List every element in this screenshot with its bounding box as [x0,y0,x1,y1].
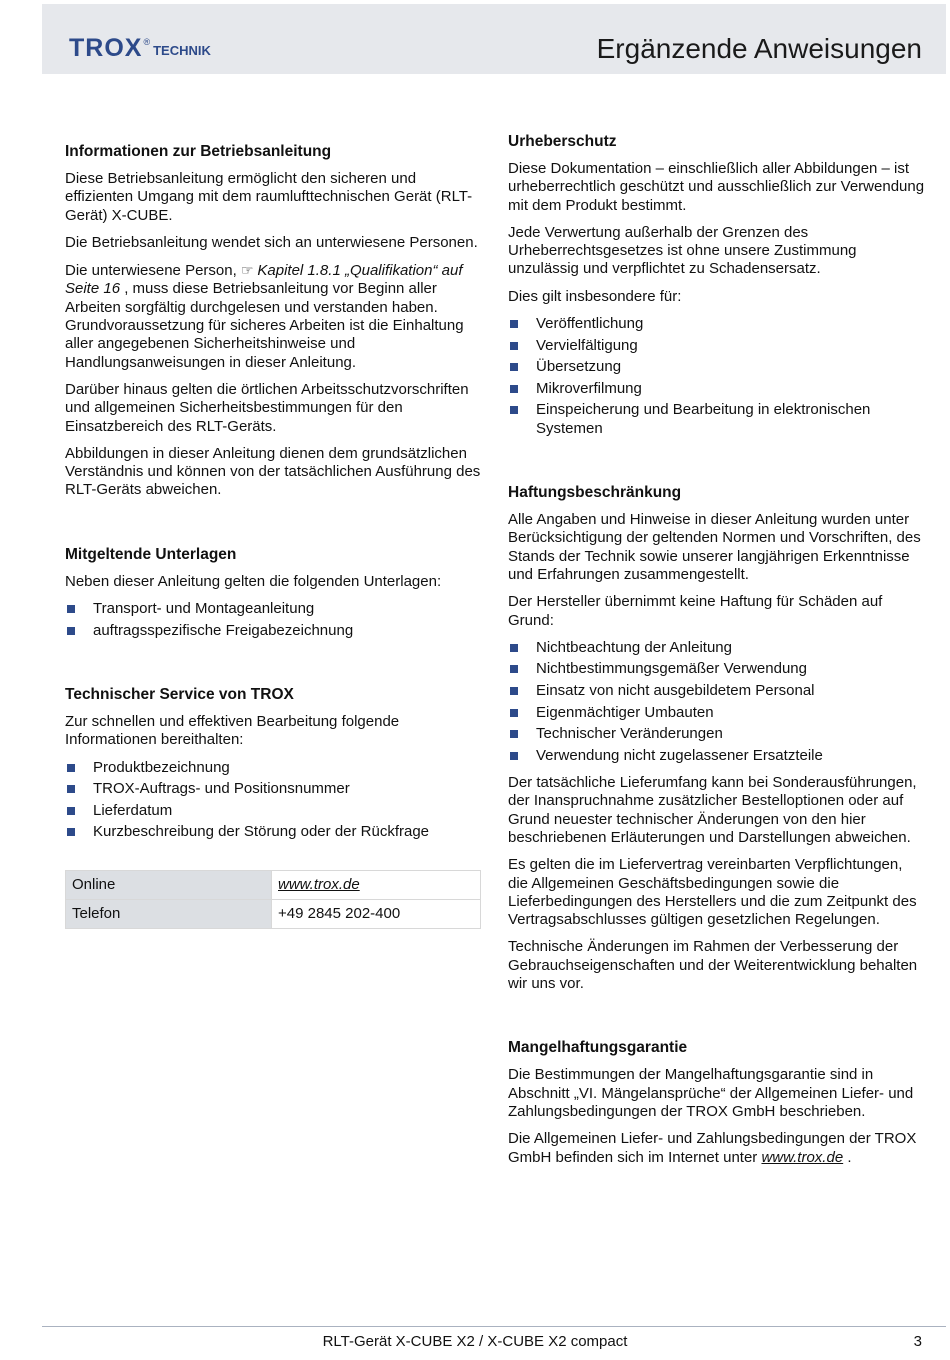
section-service [65,685,483,929]
text: . [843,1148,852,1166]
section-heading: Urheberschutz [508,133,617,150]
right-column [508,132,926,1176]
phone-label: Telefon [66,899,272,928]
chapter-reference-text: Kapitel 1.8.1 „Qualifikation“ auf Seite 16 [65,262,463,298]
square-bullet-icon [510,665,518,673]
section-liability [508,483,926,993]
paragraph: Die Betriebsanleitung wendet sich an unterwiesene Personen. [65,233,478,251]
contact-table [65,870,481,929]
list-item-text: Technischer Veränderungen [536,725,723,743]
logo-main-text: TROX [69,34,143,62]
section-heading: Haftungsbeschränkung [508,484,682,502]
list-item [508,747,926,765]
paragraph: Diese Dokumentation – einschließlich aller Abbildungen – ist urheberrechtlich geschützt und ausschließlich zur Verwendung mit dem Produkt bestimmt. [508,160,925,214]
paragraph: Zur schnellen und effektiven Bearbeitung folgende Informationen bereithalten: [65,712,400,749]
page-title: Ergänzende Anweisungen [596,33,922,64]
section-copyright [508,132,926,438]
bullet-list [508,315,926,438]
list-item-text: Eigenmächtiger Umbauten [536,703,714,721]
list-item [508,639,926,657]
bullet-list [65,759,483,842]
list-item [508,704,926,722]
section-heading: Mangelhaftungsgarantie [508,1039,688,1057]
section-docs [65,545,483,640]
square-bullet-icon [510,730,518,738]
square-bullet-icon [510,687,518,695]
paragraph: Der tatsächliche Lieferumfang kann bei Sonderausführungen, der Inanspruchnahme zusätzlicher Bestelloptionen oder auf Grund neuester technischer Änderungen von den hier beschriebenen Erläuterungen und Darstellungen abweichen. [508,774,917,846]
list-item-text: Verwendung nicht zugelassener Ersatzteile [536,746,823,764]
list-item-text: Einspeicherung und Bearbeitung in elektronischen Systemen [536,401,871,437]
bullet-list [508,639,926,765]
list-item-text: Produktbezeichnung [93,758,230,776]
table-row [66,899,481,928]
paragraph [65,261,483,372]
list-item [508,380,926,398]
list-item-text: Lieferdatum [93,801,173,819]
text: , muss diese Betriebsanleitung vor Beginn aller Arbeiten sorgfältig durchgelesen und verstanden haben. Grundvoraussetzung für sicheres Arbeiten ist die Einhaltung aller angegebenen Sicherheitshinweise und Handlungsanweisungen in dieser Anleitung. [65,280,464,371]
footer-title: RLT-Gerät X-CUBE X2 / X-CUBE X2 compact [322,1333,628,1350]
list-item-text: TROX-Auftrags- und Positionsnummer [93,780,350,798]
square-bullet-icon [510,709,518,717]
square-bullet-icon [67,764,75,772]
paragraph: Jede Verwertung außerhalb der Grenzen des Urheberrechtsgesetzes ist ohne unsere Zustimmung unzulässig und verpflichtet zu Schadensersatz. [508,223,857,278]
online-label: Online [66,870,272,899]
table-row [66,870,481,899]
section-info [65,142,483,500]
section-warranty [508,1038,926,1166]
square-bullet-icon [67,807,75,815]
paragraph: Dies gilt insbesondere für: [508,287,682,305]
list-item [508,401,926,438]
logo-registered-mark: ® [143,37,151,47]
paragraph: Darüber hinaus gelten die örtlichen Arbeitsschutzvorschriften und allgemeinen Sicherheitsbestimmungen für den Einsatzbereich des RLT-Geräts. [65,380,469,435]
list-item-text: Kurzbeschreibung der Störung oder der Rückfrage [93,823,430,841]
paragraph: Es gelten die im Liefervertrag vereinbarten Verpflichtungen, die Allgemeinen Geschäftsbedingungen sowie die Lieferbedingungen des Herstellers und die zum Zeitpunkt des Vertragsabschlusses gültigen gesetzlichen Regelungen. [508,856,917,929]
page-number: 3 [913,1333,922,1350]
paragraph: Diese Betriebsanleitung ermöglicht den sicheren und effizienten Umgang mit dem raumlufttechnischen Gerät (RLT-Gerät) X-CUBE. [65,170,473,224]
list-item [65,759,483,777]
website-link[interactable]: www.trox.de [278,876,360,894]
square-bullet-icon [67,785,75,793]
page-header [42,4,946,74]
paragraph: Die Bestimmungen der Mangelhaftungsgarantie sind in Abschnitt „VI. Mängelansprüche“ der Allgemeinen Liefer- und Zahlungsbedingungen der TROX GmbH beschrieben. [508,1066,914,1120]
paragraph: Der Hersteller übernimmt keine Haftung für Schäden auf Grund: [508,593,883,629]
list-item [508,725,926,743]
list-item [508,337,926,355]
list-item [508,315,926,333]
list-item [508,682,926,700]
pointing-hand-icon: ☞ [240,262,258,279]
list-item [65,802,483,820]
bullet-list [65,600,483,640]
list-item-text: Nichtbeachtung der Anleitung [536,638,732,656]
website-link[interactable]: www.trox.de [761,1148,844,1166]
list-item-text: Nichtbestimmungsgemäßer Verwendung [536,660,807,678]
square-bullet-icon [510,385,518,393]
footer-divider [42,1326,946,1327]
left-column [65,132,483,929]
trox-logo [69,31,211,61]
square-bullet-icon [510,644,518,652]
section-heading: Technischer Service von TROX [65,685,294,703]
list-item [65,823,483,841]
list-item [65,622,483,640]
list-item [508,660,926,678]
square-bullet-icon [510,406,518,414]
square-bullet-icon [67,605,75,613]
square-bullet-icon [510,342,518,350]
paragraph: Neben dieser Anleitung gelten die folgenden Unterlagen: [65,572,442,590]
square-bullet-icon [510,363,518,371]
list-item [508,358,926,376]
phone-value: +49 2845 202-400 [272,899,481,928]
text: Die Allgemeinen Liefer- und Zahlungsbedingungen der TROX GmbH befinden sich im Internet unter [508,1130,917,1166]
list-item-text: Vervielfältigung [536,336,638,354]
paragraph [508,1130,926,1167]
section-heading: Mitgeltende Unterlagen [65,545,237,563]
list-item-text: Mikroverfilmung [536,379,642,397]
online-cell [272,870,481,899]
section-heading: Informationen zur Betriebsanleitung [65,143,332,160]
square-bullet-icon [67,627,75,635]
square-bullet-icon [510,752,518,760]
logo-sub-text: TECHNIK [153,43,211,58]
paragraph: Abbildungen in dieser Anleitung dienen dem grundsätzlichen Verständnis und können von der tatsächlichen Ausführung des RLT-Geräts abweichen. [65,444,481,499]
paragraph: Technische Änderungen im Rahmen der Verbesserung der Gebrauchseigenschaften und der Weiterentwicklung behalten wir uns vor. [508,938,918,993]
square-bullet-icon [510,320,518,328]
list-item-text: Transport- und Montageanleitung [93,600,315,618]
list-item-text: Einsatz von nicht ausgebildetem Personal [536,682,815,700]
list-item-text: Übersetzung [536,358,622,376]
list-item-text: auftragsspezifische Freigabezeichnung [93,621,354,639]
text: Die unterwiesene Person, [65,262,241,280]
list-item [65,600,483,618]
paragraph: Alle Angaben und Hinweise in dieser Anleitung wurden unter Berücksichtigung der geltenden Normen und Vorschriften, des Stands der Technik sowie unserer langjährigen Erkenntnisse und Erfahrungen zusammengestellt. [508,511,921,583]
list-item [65,780,483,798]
square-bullet-icon [67,828,75,836]
list-item-text: Veröffentlichung [536,315,644,333]
